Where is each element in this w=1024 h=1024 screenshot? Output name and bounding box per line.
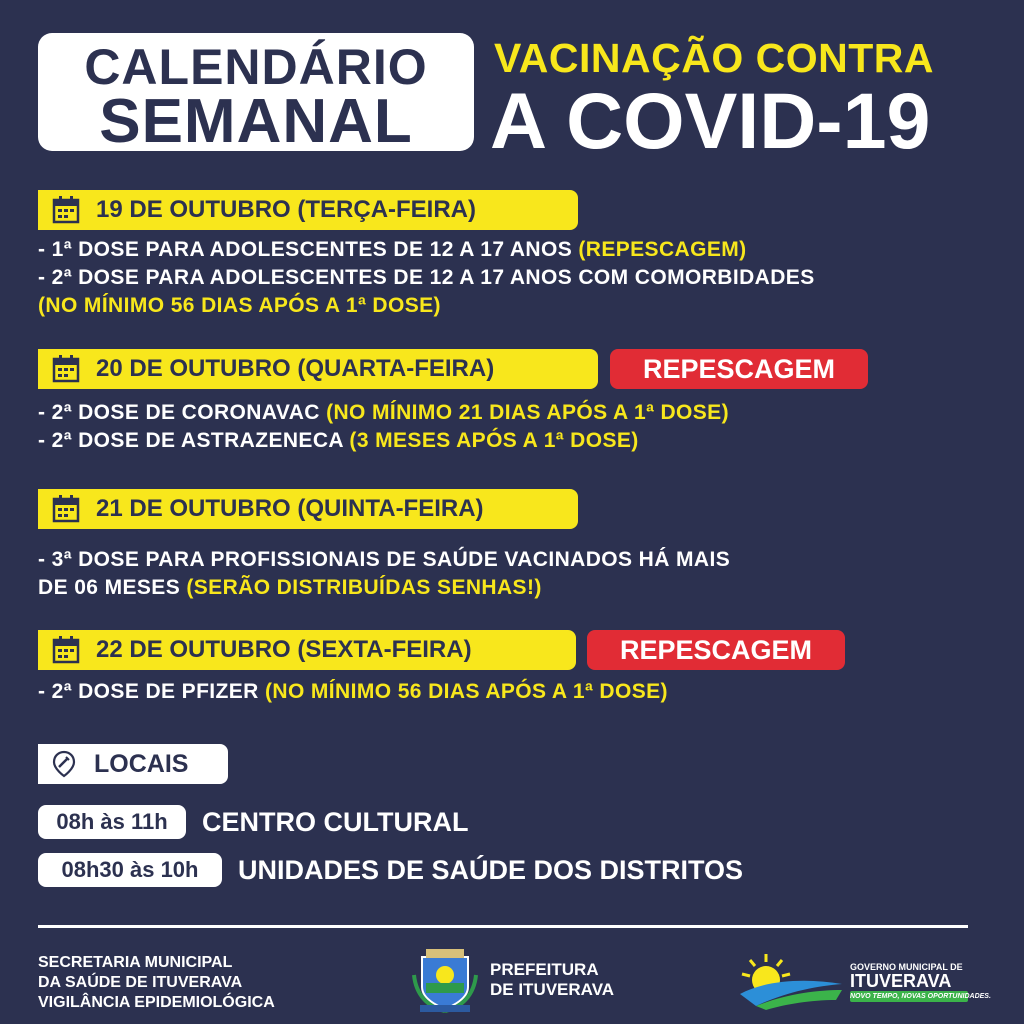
headline-main: A COVID-19 — [490, 76, 931, 165]
title-line2: SEMANAL — [99, 87, 413, 156]
location-pin-syringe-icon — [50, 750, 78, 778]
day1-line1: - 1ª DOSE PARA ADOLESCENTES DE 12 A 17 ANOS (REPESCAGEM) — [38, 238, 747, 261]
gov-slogan: NOVO TEMPO, NOVAS OPORTUNIDADES. — [850, 993, 991, 1000]
place-label: UNIDADES DE SAÚDE DOS DISTRITOS — [238, 855, 744, 885]
date-bar-19 — [38, 190, 578, 230]
calendar-icon — [52, 635, 82, 665]
repescagem-badge: REPESCAGEM — [610, 349, 868, 389]
repescagem-badge: REPESCAGEM — [587, 630, 845, 670]
day4-line1: - 2ª DOSE DE PFIZER (NO MÍNIMO 56 DIAS APÓS A 1ª DOSE) — [38, 680, 668, 703]
title-box — [38, 33, 474, 156]
locais-label-box — [38, 744, 228, 784]
locais-label: LOCAIS — [94, 750, 189, 778]
calendar-icon — [52, 494, 82, 524]
date-label: 22 DE OUTUBRO (SEXTA-FEIRA) — [96, 636, 472, 663]
headline-top: VACINAÇÃO CONTRA — [494, 35, 935, 81]
sun-logo-icon — [736, 950, 846, 1010]
day1-line2: - 2ª DOSE PARA ADOLESCENTES DE 12 A 17 ANOS COM COMORBIDADES — [38, 266, 815, 289]
place-label: CENTRO CULTURAL — [202, 807, 469, 837]
calendar-icon — [52, 354, 82, 384]
time-badge: 08h30 às 10h — [38, 853, 222, 887]
date-label: 20 DE OUTUBRO (QUARTA-FEIRA) — [96, 355, 495, 382]
date-bar-22 — [38, 630, 576, 670]
calendar-icon — [52, 195, 82, 225]
date-label: 19 DE OUTUBRO (TERÇA-FEIRA) — [96, 196, 477, 223]
date-label: 21 DE OUTUBRO (QUINTA-FEIRA) — [96, 495, 484, 522]
footer-divider — [38, 925, 968, 928]
date-bar-20 — [38, 349, 598, 389]
date-bar-21 — [38, 489, 578, 529]
day3-line1: - 3ª DOSE PARA PROFISSIONAIS DE SAÚDE VACINADOS HÁ MAIS — [38, 548, 731, 571]
day3-line2: DE 06 MESES (SERÃO DISTRIBUÍDAS SENHAS!) — [38, 576, 542, 599]
title-line1: CALENDÁRIO — [84, 39, 428, 95]
coat-of-arms-icon — [412, 945, 478, 1015]
secretaria-text: SECRETARIA MUNICIPAL DA SAÚDE DE ITUVERAVA VIGILÂNCIA EPIDEMIOLÓGICA — [38, 954, 275, 1011]
day2-line2: - 2ª DOSE DE ASTRAZENECA (3 MESES APÓS A 1ª DOSE) — [38, 429, 639, 452]
gov-name: ITUVERAVA — [850, 971, 952, 991]
gov-small-text: GOVERNO MUNICIPAL DE — [850, 962, 963, 972]
time-badge: 08h às 11h — [38, 805, 186, 839]
prefeitura-text: PREFEITURA DE ITUVERAVA — [490, 960, 615, 999]
day2-line1: - 2ª DOSE DE CORONAVAC (NO MÍNIMO 21 DIAS APÓS A 1ª DOSE) — [38, 401, 729, 424]
day1-line3: (NO MÍNIMO 56 DIAS APÓS A 1ª DOSE) — [38, 294, 441, 317]
